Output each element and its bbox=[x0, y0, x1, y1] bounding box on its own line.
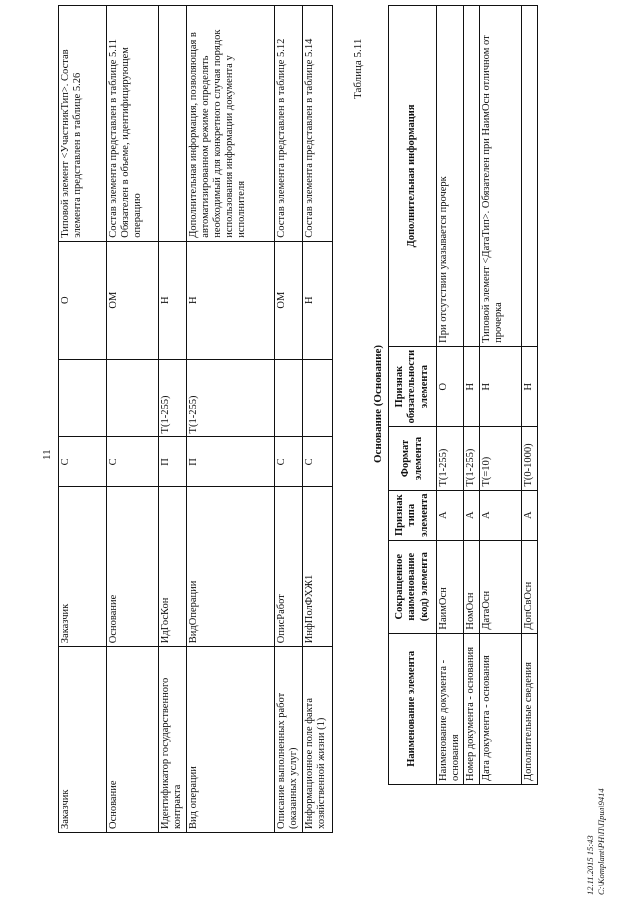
element-name-cell: Наименование документа - основания bbox=[437, 633, 464, 784]
table-row bbox=[480, 6, 522, 785]
element-code-cell: ОписРабот bbox=[275, 487, 303, 647]
element-type-cell: А bbox=[522, 490, 538, 540]
element-type-cell: С bbox=[59, 437, 107, 487]
element-type-cell: А bbox=[480, 490, 522, 540]
element-required-cell: О bbox=[59, 241, 107, 359]
element-required-cell: ОМ bbox=[107, 241, 159, 359]
table-row bbox=[522, 6, 538, 785]
element-type-cell: С bbox=[107, 437, 159, 487]
element-code-cell: Основание bbox=[107, 487, 159, 647]
element-format-cell: T(=10) bbox=[480, 427, 522, 490]
element-name-cell: Основание bbox=[107, 647, 159, 833]
element-name-cell: Дополнительные сведения bbox=[522, 633, 538, 784]
element-code-cell: ВидОперации bbox=[187, 487, 275, 647]
element-required-cell: Н bbox=[480, 346, 522, 427]
element-format-cell bbox=[59, 359, 107, 437]
column-header: Сокращенное наименование (код) элемента bbox=[389, 540, 437, 633]
table-row bbox=[159, 6, 187, 833]
table-row bbox=[303, 6, 333, 833]
element-required-cell: Н bbox=[522, 346, 538, 427]
column-header: Формат элемента bbox=[389, 427, 437, 490]
element-required-cell: Н bbox=[303, 241, 333, 359]
table-row bbox=[187, 6, 275, 833]
element-format-cell: T(1-255) bbox=[159, 359, 187, 437]
element-format-cell: T(1-255) bbox=[464, 427, 480, 490]
element-info-cell: Состав элемента представлен в таблице 5.12 bbox=[275, 6, 303, 242]
element-required-cell: Н bbox=[464, 346, 480, 427]
header-row bbox=[389, 6, 437, 785]
element-info-cell: Состав элемента представлен в таблице 5.11 Обязателен в объеме, идентифицирующем операцию bbox=[107, 6, 159, 242]
element-code-cell: ДопСвОсн bbox=[522, 540, 538, 633]
element-name-cell: Заказчик bbox=[59, 647, 107, 833]
element-name-cell: Описание выполненных работ (оказанных услуг) bbox=[275, 647, 303, 833]
element-required-cell: ОМ bbox=[275, 241, 303, 359]
footer-stamp bbox=[585, 788, 606, 895]
column-header: Признак типа элемента bbox=[389, 490, 437, 540]
element-format-cell: T(1-255) bbox=[437, 427, 464, 490]
element-code-cell: НаимОсн bbox=[437, 540, 464, 633]
lower-table bbox=[388, 5, 538, 785]
element-code-cell: Заказчик bbox=[59, 487, 107, 647]
element-type-cell: А bbox=[464, 490, 480, 540]
element-info-cell: Дополнительная информация, позволяющая в автоматизированном режиме определять необходимый для конкретного случая порядок использования информации документа у исполнителя bbox=[187, 6, 275, 242]
table-row bbox=[59, 6, 107, 833]
element-info-cell bbox=[159, 6, 187, 242]
element-name-cell: Дата документа - основания bbox=[480, 633, 522, 784]
footer-path: C:\Komplant\РН\П\Прил\9414 bbox=[595, 788, 606, 895]
element-code-cell: ИнфПолФХЖ1 bbox=[303, 487, 333, 647]
upper-table bbox=[58, 5, 333, 833]
element-format-cell: T(0-1000) bbox=[522, 427, 538, 490]
element-required-cell: О bbox=[437, 346, 464, 427]
element-info-cell bbox=[522, 6, 538, 347]
element-name-cell: Идентификатор государственного контракта bbox=[159, 647, 187, 833]
element-format-cell bbox=[303, 359, 333, 437]
element-info-cell: Типовой элемент <ДатаТип>. Обязателен при НаимОсн отличном от прочерка bbox=[480, 6, 522, 347]
table-row bbox=[107, 6, 159, 833]
page-number: 11 bbox=[41, 449, 53, 460]
element-required-cell: Н bbox=[159, 241, 187, 359]
element-name-cell: Вид операции bbox=[187, 647, 275, 833]
element-code-cell: НомОсн bbox=[464, 540, 480, 633]
table-row bbox=[275, 6, 303, 833]
table-row bbox=[437, 6, 464, 785]
element-type-cell: С bbox=[275, 437, 303, 487]
column-header: Дополнительная информация bbox=[389, 6, 437, 347]
table-label: Таблица 5.11 bbox=[352, 38, 364, 99]
element-type-cell: С bbox=[303, 437, 333, 487]
element-code-cell: ДатаОсн bbox=[480, 540, 522, 633]
element-type-cell: П bbox=[187, 437, 275, 487]
element-format-cell: T(1-255) bbox=[187, 359, 275, 437]
element-type-cell: П bbox=[159, 437, 187, 487]
element-format-cell bbox=[275, 359, 303, 437]
element-info-cell: Состав элемента представлен в таблице 5.14 bbox=[303, 6, 333, 242]
element-info-cell bbox=[464, 6, 480, 347]
footer-date: 12.11.2015 15:43 bbox=[585, 835, 595, 895]
table-caption: Основание (Основание) bbox=[372, 344, 384, 463]
element-code-cell: ИдГосКон bbox=[159, 487, 187, 647]
element-info-cell: Типовой элемент <УчастникТип>. Состав элемента представлен в таблице 5.26 bbox=[59, 6, 107, 242]
element-type-cell: А bbox=[437, 490, 464, 540]
element-format-cell bbox=[107, 359, 159, 437]
column-header: Наименование элемента bbox=[389, 633, 437, 784]
element-info-cell: При отсутствии указывается прочерк bbox=[437, 6, 464, 347]
element-name-cell: Информационное поле факта хозяйственной жизни (1) bbox=[303, 647, 333, 833]
element-name-cell: Номер документа - основания bbox=[464, 633, 480, 784]
table-row bbox=[464, 6, 480, 785]
column-header: Признак обязательности элемента bbox=[389, 346, 437, 427]
element-required-cell: Н bbox=[187, 241, 275, 359]
